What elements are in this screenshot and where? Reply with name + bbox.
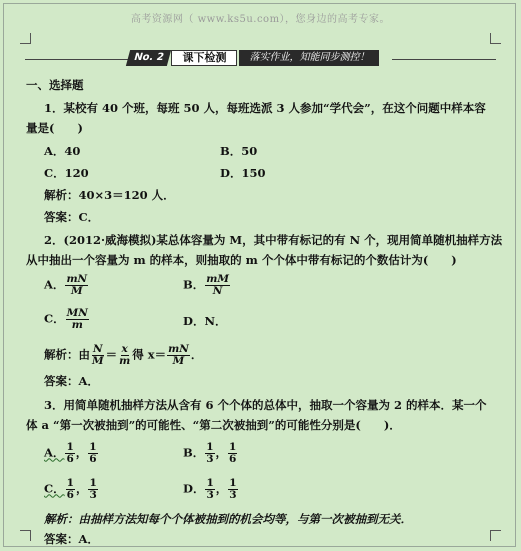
q2-option-d: D．N． — [183, 314, 227, 328]
q3-c-sep: ， — [75, 481, 88, 496]
q2-option-a-num: mN — [66, 273, 88, 285]
q2-option-b — [183, 274, 231, 297]
q3-option-b-fraction-2 — [228, 442, 237, 465]
q3-option-d-fraction-2 — [228, 478, 237, 501]
q2-solution-fraction-3 — [167, 344, 190, 367]
q3-b-f1-den: 3 — [206, 453, 214, 465]
crop-mark-bottom-right — [490, 530, 501, 541]
banner-section-title: 课下检测 — [171, 50, 237, 66]
q3-option-a-fraction-1 — [65, 442, 74, 465]
q3-d-f1-num: 1 — [206, 477, 214, 489]
q2-solution-fraction-2 — [118, 344, 131, 367]
q2-sol-f2-den: m — [119, 355, 131, 367]
q3-c-f1-den: 6 — [66, 489, 74, 501]
crop-mark-top-left — [20, 33, 31, 44]
q2-option-c-fraction — [66, 308, 89, 331]
q3-stem-line1: 3．用简单随机抽样方法从含有 6 个个体的总体中，抽取一个容量为 2 的样本．某一个 — [44, 398, 487, 412]
q2-solution-end: ． — [190, 347, 203, 362]
q3-a-f2-den: 6 — [89, 453, 97, 465]
q2-solution-prefix: 解析：由 — [44, 347, 90, 362]
q3-a-sep: ， — [75, 445, 88, 460]
q2-solution-mid: 得 x＝ — [132, 347, 167, 362]
q2-option-a-label: A． — [44, 277, 65, 292]
q1-answer: 答案：C． — [44, 210, 100, 224]
q3-option-d — [183, 478, 239, 501]
q2-option-b-label: B． — [183, 277, 205, 292]
q2-stem-line2: 从中抽出一个容量为 m 的样本，则抽取的 m 个个体中带有标记的个数估计为( ) — [26, 253, 457, 267]
q2-option-b-den: N — [212, 285, 223, 297]
q3-d-sep: ， — [215, 481, 228, 496]
q3-option-b-fraction-1 — [205, 442, 214, 465]
q3-c-f1-num: 1 — [66, 477, 74, 489]
q3-answer: 答案：A． — [44, 532, 99, 546]
q3-stem-line2: 体 a “第一次被抽到”的可能性、“第二次被抽到”的可能性分别是( )． — [26, 418, 401, 432]
q2-sol-f1-den: M — [92, 355, 104, 367]
banner-rule-left — [25, 59, 128, 60]
q3-option-a-label: A． — [44, 445, 65, 460]
section-heading: 一、选择题 — [26, 78, 84, 92]
q3-b-f2-num: 1 — [229, 441, 237, 453]
banner-number: No. 2 — [126, 50, 172, 66]
q3-a-f1-num: 1 — [66, 441, 74, 453]
q3-b-f1-num: 1 — [206, 441, 214, 453]
q2-solution-eq: ＝ — [105, 347, 118, 362]
q3-d-f1-den: 3 — [206, 489, 214, 501]
q1-option-d: D．150 — [220, 166, 266, 180]
q1-option-b: B．50 — [220, 144, 258, 158]
q3-option-a — [44, 442, 99, 465]
q2-answer: 答案：A． — [44, 374, 99, 388]
q1-option-a: A．40 — [44, 144, 81, 158]
q3-option-c — [44, 478, 99, 501]
q2-sol-f2-num: x — [121, 343, 128, 355]
q3-solution: 解析：由抽样方法知每个个体被抽到的机会均等，与第一次被抽到无关． — [44, 512, 412, 526]
watermark-text: 高考资源网（ www.ks5u.com），您身边的高考专家。 — [130, 14, 391, 25]
q3-option-a-fraction-2 — [88, 442, 97, 465]
q2-sol-f3-num: mN — [168, 343, 189, 355]
q3-a-f1-den: 6 — [66, 453, 74, 465]
q3-option-d-fraction-1 — [205, 478, 214, 501]
q2-option-b-fraction — [205, 274, 230, 297]
q1-solution: 解析：40×3＝120 人． — [44, 188, 175, 202]
q3-c-f2-den: 3 — [89, 489, 97, 501]
q3-option-b-label: B． — [183, 445, 205, 460]
q2-option-a-den: M — [70, 285, 83, 297]
q2-option-a-fraction — [65, 274, 88, 297]
q2-option-c-label: C． — [44, 311, 65, 326]
q3-d-f2-num: 1 — [229, 477, 237, 489]
q3-option-c-fraction-1 — [66, 478, 75, 501]
q3-d-f2-den: 3 — [229, 489, 237, 501]
q1-stem-line1: 1．某校有 40 个班，每班 50 人，每班选派 3 人参加“学代会”，在这个问题中样本容 — [44, 101, 486, 115]
q3-option-d-label: D． — [183, 481, 205, 496]
q2-option-c — [44, 308, 90, 331]
q2-solution — [44, 344, 202, 367]
crop-mark-bottom-left — [20, 530, 31, 541]
q1-option-c: C．120 — [44, 166, 89, 180]
q3-option-c-label: C． — [44, 481, 65, 496]
banner-rule-right — [392, 59, 496, 60]
banner-slogan: 落实作业，知能同步测控！ — [239, 50, 379, 66]
q1-stem-line2: 量是( ) — [26, 121, 83, 135]
section-banner — [128, 50, 379, 66]
q3-option-b — [183, 442, 238, 465]
q3-b-f2-den: 6 — [229, 453, 237, 465]
q2-option-a — [44, 274, 89, 297]
crop-mark-top-right — [490, 33, 501, 44]
q3-a-f2-num: 1 — [89, 441, 97, 453]
q3-b-sep: ， — [215, 445, 228, 460]
q2-option-c-num: MN — [66, 307, 88, 319]
q2-option-c-den: m — [71, 319, 83, 331]
q2-option-b-num: mM — [206, 273, 229, 285]
q2-sol-f3-den: M — [172, 355, 185, 367]
q3-option-c-fraction-2 — [88, 478, 97, 501]
q2-sol-f1-num: N — [93, 343, 103, 355]
q2-solution-fraction-1 — [91, 344, 105, 367]
q3-c-f2-num: 1 — [89, 477, 97, 489]
q2-stem-line1: 2．(2012·威海模拟)某总体容量为 M，其中带有标记的有 N 个，现用简单随机抽样方法 — [44, 233, 503, 247]
